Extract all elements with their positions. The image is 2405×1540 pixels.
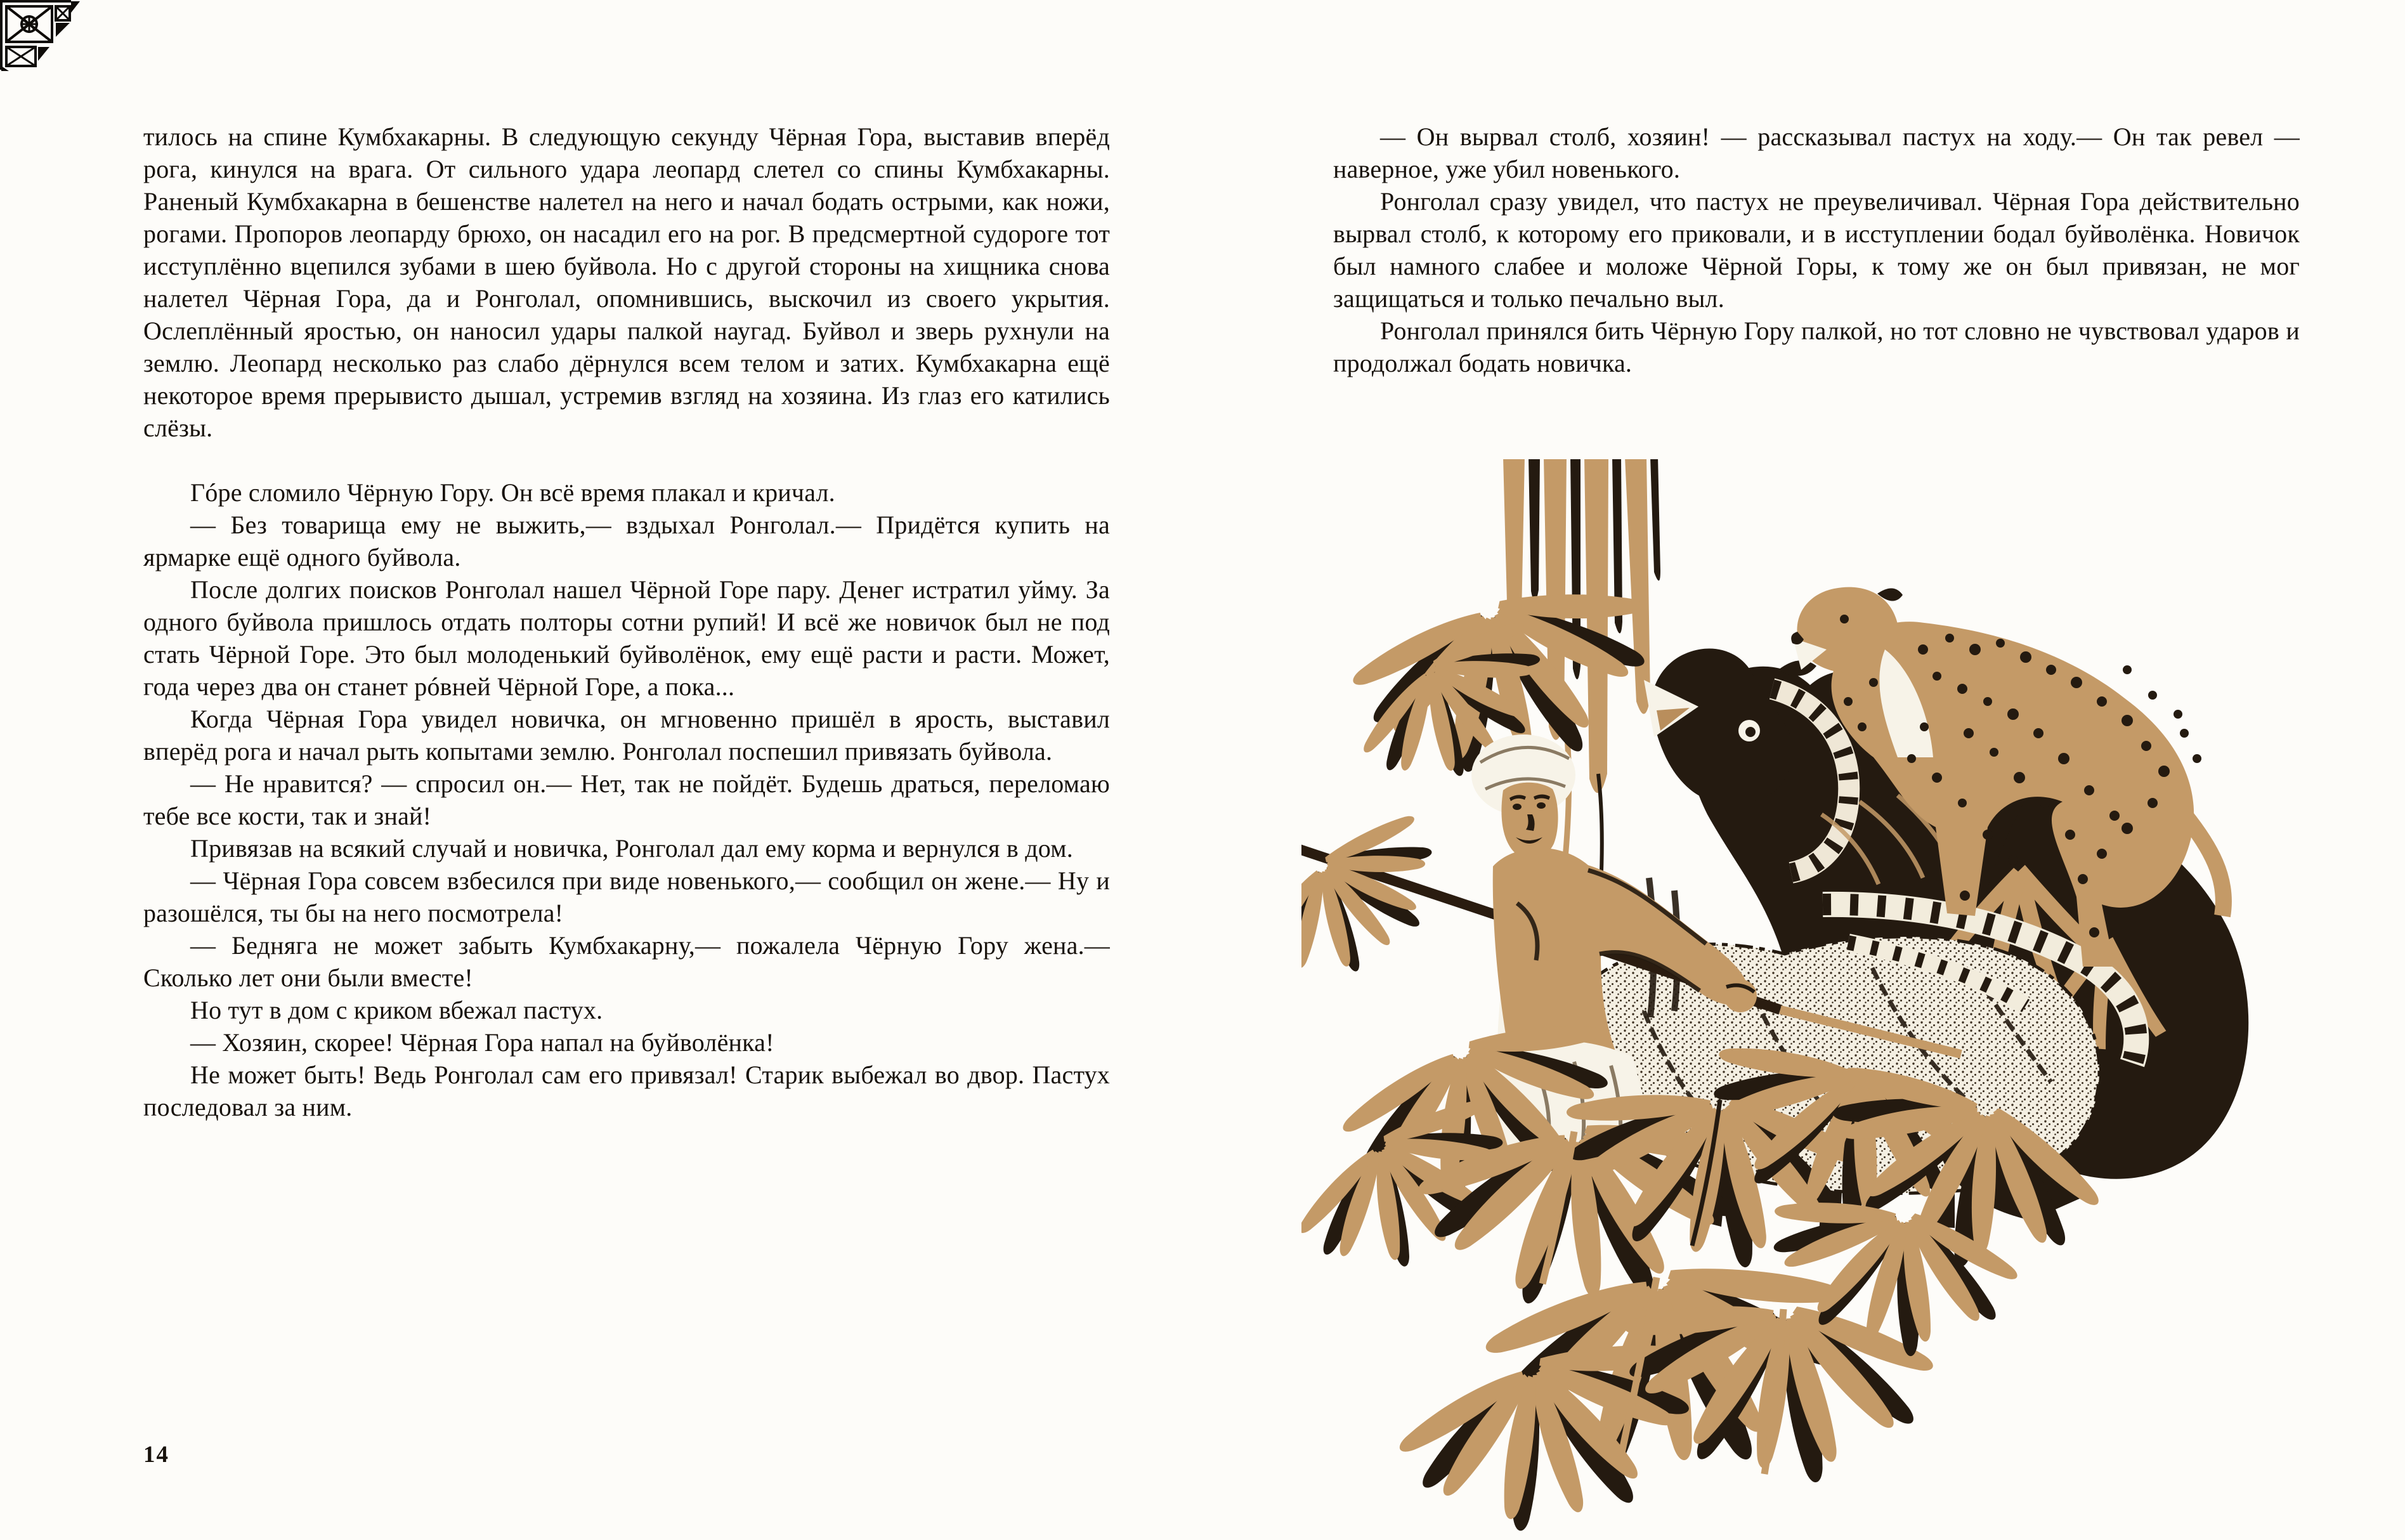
page-number: 14 [143,1442,169,1468]
paragraph: — Не нравится? — спросил он.— Нет, так не пойдёт. Будешь драться, переломаю тебе все кости, так и знай! [143,769,1110,830]
paragraph: Гóре сломило Чёрную Гору. Он всё время плакал и кричал. [190,478,835,507]
monstera-leaf-far-left [1301,793,1472,1017]
buffalo-fight-illustration [1301,459,2383,1540]
paragraph: — Хозяин, скорее! Чёрная Гора напал на буйволёнка! [190,1028,774,1057]
paragraph: — Бедняга не может забыть Кумбхакарну,— пожалела Чёрную Гору жена.— Сколько лет они были вместе! [143,931,1110,992]
right-page-text-block [1333,121,2300,379]
paragraph: тилось на спине Кумбхакарны. В следующую секунду Чёрная Гора, выставив вперёд рога, кинулся на врага. От сильного удара леопард слетел со спины Кумбхакарны. Раненый Кумбхакарна в бешенстве налетел на него и начал бодать острыми, как ножи, рогами. Пропоров леопарду брюхо, он насадил его на рог. В предсмертной судороге тот исступлённо вцепился зубами в шею буйвола. Но с другой стороны на хищника снова налетел Чёрная Гора, да и Ронголал, опомнившись, выскочил из своего укрытия. Ослеплённый яростью, он наносил удары палкой наугад. Буйвол и зверь рухнули на землю. Леопард несколько раз слабо дёрнулся всем телом и затих. Кумбхакарна ещё некоторое время прерывисто дышал, устремив взгляд на хозяина. Из глаз его катились слёзы. [143,122,1110,442]
paragraph: Когда Чёрная Гора увидел новичка, он мгновенно пришёл в ярость, выставил вперёд рога и начал рыть копытами землю. Ронголал поспешил привязать буйвола. [143,705,1110,766]
corner-ornament-icon [0,0,80,71]
paragraph: — Он вырвал столб, хозяин! — рассказывал пастух на ходу.— Он так ревел — наверное, уже убил новенького. [1333,122,2300,183]
paragraph: Не может быть! Ведь Ронголал сам его привязал! Старик выбежал во двор. Пастух последовал за ним. [143,1060,1110,1121]
paragraph: После долгих поисков Ронголал нашел Чёрной Горе пару. Денег истратил уйму. За одного буйвола пришлось отдать полторы сотни рупий! И всё же новичок был не под стать Чёрной Горе. Это был молоденький буйволёнок, ему ещё расти и расти. Может, года через два он станет рóвней Чёрной Горе, а пока... [143,575,1110,701]
paragraph: — Без товарища ему не выжить,— вздыхал Ронголал.— Придётся купить на ярмарке ещё одного буйвола. [143,511,1110,571]
paragraph: Ронголал сразу увидел, что пастух не преувеличивал. Чёрная Гора действительно вырвал столб, к которому его приковали, и в исступлении бодал буйволёнка. Новичок был намного слабее и моложе Чёрной Горы, к тому же он был привязан, не мог защищаться и только печально выл. [1333,187,2300,313]
paragraph: Но тут в дом с криком вбежал пастух. [190,996,603,1024]
paragraph: — Чёрная Гора совсем взбесился при виде новенького,— сообщил он жене.— Ну и разошёлся, ты бы на него посмотрела! [143,866,1110,927]
left-page-text-block [143,121,1110,1123]
paragraph: Ронголал принялся бить Чёрную Гору палкой, но тот словно не чувствовал ударов и продолжал бодать новичка. [1333,316,2300,377]
paragraph: Привязав на всякий случай и новичка, Ронголал дал ему корма и вернулся в дом. [190,834,1073,863]
